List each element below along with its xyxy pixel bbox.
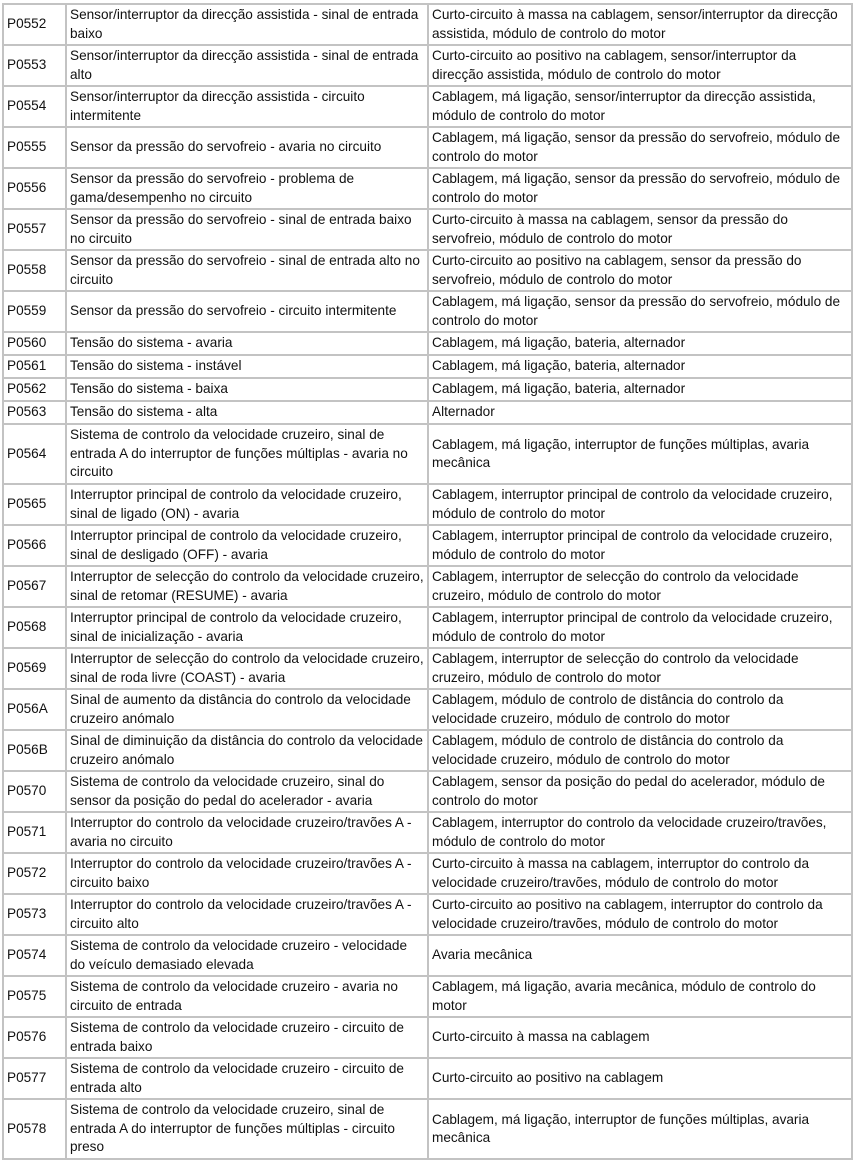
dtc-cause-cell: Alternador <box>428 401 852 424</box>
table-row <box>3 401 852 424</box>
table-row <box>3 4 852 45</box>
dtc-code-cell: P0565 <box>3 484 66 525</box>
dtc-description-cell: Interruptor principal de controlo da velocidade cruzeiro, sinal de ligado (ON) - avaria <box>66 484 428 525</box>
table-row <box>3 853 852 894</box>
table-row <box>3 332 852 355</box>
table-row <box>3 378 852 401</box>
dtc-code-cell: P0556 <box>3 168 66 209</box>
dtc-code-cell: P056A <box>3 689 66 730</box>
table-row <box>3 168 852 209</box>
table-row <box>3 45 852 86</box>
dtc-cause-cell: Cablagem, interruptor principal de controlo da velocidade cruzeiro, módulo de controlo do motor <box>428 607 852 648</box>
table-row <box>3 689 852 730</box>
dtc-description-cell: Sensor/interruptor da direcção assistida - sinal de entrada alto <box>66 45 428 86</box>
table-row <box>3 484 852 525</box>
dtc-cause-cell: Cablagem, interruptor do controlo da velocidade cruzeiro/travões, módulo de controlo do motor <box>428 812 852 853</box>
dtc-code-cell: P0564 <box>3 424 66 484</box>
dtc-table-body <box>3 4 852 1159</box>
dtc-cause-cell: Curto-circuito ao positivo na cablagem, sensor da pressão do servofreio, módulo de controlo do motor <box>428 250 852 291</box>
dtc-code-cell: P0574 <box>3 935 66 976</box>
dtc-description-cell: Sistema de controlo da velocidade cruzeiro, sinal de entrada A do interruptor de funções múltiplas - avaria no circuito <box>66 424 428 484</box>
dtc-description-cell: Sensor da pressão do servofreio - circuito intermitente <box>66 291 428 332</box>
dtc-cause-cell: Curto-circuito à massa na cablagem <box>428 1017 852 1058</box>
dtc-cause-cell: Cablagem, má ligação, bateria, alternador <box>428 332 852 355</box>
dtc-description-cell: Tensão do sistema - avaria <box>66 332 428 355</box>
dtc-description-cell: Interruptor de selecção do controlo da velocidade cruzeiro, sinal de roda livre (COAST) - avaria <box>66 648 428 689</box>
dtc-cause-cell: Cablagem, má ligação, bateria, alternador <box>428 378 852 401</box>
dtc-cause-cell: Cablagem, interruptor principal de controlo da velocidade cruzeiro, módulo de controlo do motor <box>428 484 852 525</box>
dtc-code-cell: P0560 <box>3 332 66 355</box>
dtc-cause-cell: Cablagem, má ligação, avaria mecânica, módulo de controlo do motor <box>428 976 852 1017</box>
dtc-cause-cell: Cablagem, má ligação, sensor da pressão do servofreio, módulo de controlo do motor <box>428 168 852 209</box>
table-row <box>3 730 852 771</box>
dtc-cause-cell: Curto-circuito à massa na cablagem, sensor/interruptor da direcção assistida, módulo de controlo do motor <box>428 4 852 45</box>
dtc-code-cell: P0578 <box>3 1099 66 1159</box>
dtc-cause-cell: Curto-circuito ao positivo na cablagem, sensor/interruptor da direcção assistida, módulo de controlo do motor <box>428 45 852 86</box>
dtc-table <box>2 3 853 1160</box>
dtc-description-cell: Tensão do sistema - alta <box>66 401 428 424</box>
table-row <box>3 209 852 250</box>
dtc-description-cell: Sinal de diminuição da distância do controlo da velocidade cruzeiro anómalo <box>66 730 428 771</box>
dtc-cause-cell: Cablagem, sensor da posição do pedal do acelerador, módulo de controlo do motor <box>428 771 852 812</box>
dtc-code-cell: P0575 <box>3 976 66 1017</box>
dtc-code-cell: P0572 <box>3 853 66 894</box>
dtc-cause-cell: Cablagem, má ligação, sensor da pressão do servofreio, módulo de controlo do motor <box>428 127 852 168</box>
table-row <box>3 86 852 127</box>
dtc-code-cell: P0555 <box>3 127 66 168</box>
dtc-description-cell: Sensor da pressão do servofreio - sinal de entrada baixo no circuito <box>66 209 428 250</box>
dtc-description-cell: Sensor/interruptor da direcção assistida - sinal de entrada baixo <box>66 4 428 45</box>
table-row <box>3 1017 852 1058</box>
table-row <box>3 127 852 168</box>
dtc-description-cell: Sensor/interruptor da direcção assistida - circuito intermitente <box>66 86 428 127</box>
dtc-cause-cell: Cablagem, má ligação, sensor/interruptor da direcção assistida, módulo de controlo do motor <box>428 86 852 127</box>
dtc-code-cell: P0553 <box>3 45 66 86</box>
dtc-code-cell: P0576 <box>3 1017 66 1058</box>
dtc-cause-cell: Cablagem, má ligação, interruptor de funções múltiplas, avaria mecânica <box>428 1099 852 1159</box>
dtc-description-cell: Interruptor do controlo da velocidade cruzeiro/travões A - circuito baixo <box>66 853 428 894</box>
dtc-description-cell: Interruptor principal de controlo da velocidade cruzeiro, sinal de inicialização - avaria <box>66 607 428 648</box>
table-row <box>3 1099 852 1159</box>
dtc-code-cell: P0557 <box>3 209 66 250</box>
dtc-description-cell: Interruptor principal de controlo da velocidade cruzeiro, sinal de desligado (OFF) - avaria <box>66 525 428 566</box>
dtc-cause-cell: Cablagem, interruptor principal de controlo da velocidade cruzeiro, módulo de controlo do motor <box>428 525 852 566</box>
dtc-cause-cell: Cablagem, má ligação, bateria, alternador <box>428 355 852 378</box>
dtc-description-cell: Sensor da pressão do servofreio - avaria no circuito <box>66 127 428 168</box>
table-row <box>3 424 852 484</box>
table-row <box>3 812 852 853</box>
dtc-code-cell: P0554 <box>3 86 66 127</box>
table-row <box>3 355 852 378</box>
dtc-description-cell: Tensão do sistema - baixa <box>66 378 428 401</box>
dtc-description-cell: Sistema de controlo da velocidade cruzeiro, sinal do sensor da posição do pedal do acelerador - avaria <box>66 771 428 812</box>
dtc-description-cell: Sensor da pressão do servofreio - sinal de entrada alto no circuito <box>66 250 428 291</box>
dtc-cause-cell: Cablagem, má ligação, sensor da pressão do servofreio, módulo de controlo do motor <box>428 291 852 332</box>
dtc-cause-cell: Curto-circuito ao positivo na cablagem <box>428 1058 852 1099</box>
table-row <box>3 525 852 566</box>
dtc-code-cell: P0561 <box>3 355 66 378</box>
dtc-description-cell: Sensor da pressão do servofreio - problema de gama/desempenho no circuito <box>66 168 428 209</box>
dtc-code-cell: P0571 <box>3 812 66 853</box>
table-row <box>3 976 852 1017</box>
dtc-description-cell: Interruptor do controlo da velocidade cruzeiro/travões A - circuito alto <box>66 894 428 935</box>
table-row <box>3 607 852 648</box>
dtc-description-cell: Sistema de controlo da velocidade cruzeiro - avaria no circuito de entrada <box>66 976 428 1017</box>
dtc-code-cell: P0573 <box>3 894 66 935</box>
table-row <box>3 648 852 689</box>
table-row <box>3 1058 852 1099</box>
dtc-cause-cell: Cablagem, interruptor de selecção do controlo da velocidade cruzeiro, módulo de controlo do motor <box>428 648 852 689</box>
dtc-description-cell: Sistema de controlo da velocidade cruzeiro - velocidade do veículo demasiado elevada <box>66 935 428 976</box>
dtc-code-cell: P0559 <box>3 291 66 332</box>
dtc-description-cell: Sistema de controlo da velocidade cruzeiro, sinal de entrada A do interruptor de funções múltiplas - circuito preso <box>66 1099 428 1159</box>
dtc-cause-cell: Curto-circuito à massa na cablagem, sensor da pressão do servofreio, módulo de controlo do motor <box>428 209 852 250</box>
dtc-code-cell: P0558 <box>3 250 66 291</box>
table-row <box>3 291 852 332</box>
dtc-cause-cell: Cablagem, módulo de controlo de distância do controlo da velocidade cruzeiro, módulo de controlo do motor <box>428 689 852 730</box>
dtc-description-cell: Interruptor do controlo da velocidade cruzeiro/travões A - avaria no circuito <box>66 812 428 853</box>
dtc-code-cell: P0563 <box>3 401 66 424</box>
dtc-cause-cell: Avaria mecânica <box>428 935 852 976</box>
dtc-code-cell: P0569 <box>3 648 66 689</box>
dtc-code-cell: P0566 <box>3 525 66 566</box>
dtc-cause-cell: Cablagem, módulo de controlo de distância do controlo da velocidade cruzeiro, módulo de controlo do motor <box>428 730 852 771</box>
table-row <box>3 566 852 607</box>
dtc-code-cell: P0577 <box>3 1058 66 1099</box>
dtc-description-cell: Sistema de controlo da velocidade cruzeiro - circuito de entrada baixo <box>66 1017 428 1058</box>
dtc-cause-cell: Cablagem, interruptor de selecção do controlo da velocidade cruzeiro, módulo de controlo do motor <box>428 566 852 607</box>
table-row <box>3 935 852 976</box>
dtc-cause-cell: Curto-circuito ao positivo na cablagem, interruptor do controlo da velocidade cruzeiro/travões, módulo de controlo do motor <box>428 894 852 935</box>
dtc-code-cell: P0570 <box>3 771 66 812</box>
dtc-description-cell: Tensão do sistema - instável <box>66 355 428 378</box>
dtc-description-cell: Sistema de controlo da velocidade cruzeiro - circuito de entrada alto <box>66 1058 428 1099</box>
dtc-cause-cell: Curto-circuito à massa na cablagem, interruptor do controlo da velocidade cruzeiro/travões, módulo de controlo do motor <box>428 853 852 894</box>
dtc-code-cell: P0568 <box>3 607 66 648</box>
table-row <box>3 250 852 291</box>
dtc-cause-cell: Cablagem, má ligação, interruptor de funções múltiplas, avaria mecânica <box>428 424 852 484</box>
table-row <box>3 894 852 935</box>
dtc-code-cell: P0552 <box>3 4 66 45</box>
dtc-code-cell: P056B <box>3 730 66 771</box>
dtc-code-cell: P0562 <box>3 378 66 401</box>
dtc-description-cell: Sinal de aumento da distância do controlo da velocidade cruzeiro anómalo <box>66 689 428 730</box>
dtc-code-cell: P0567 <box>3 566 66 607</box>
table-row <box>3 771 852 812</box>
dtc-description-cell: Interruptor de selecção do controlo da velocidade cruzeiro, sinal de retomar (RESUME) - avaria <box>66 566 428 607</box>
